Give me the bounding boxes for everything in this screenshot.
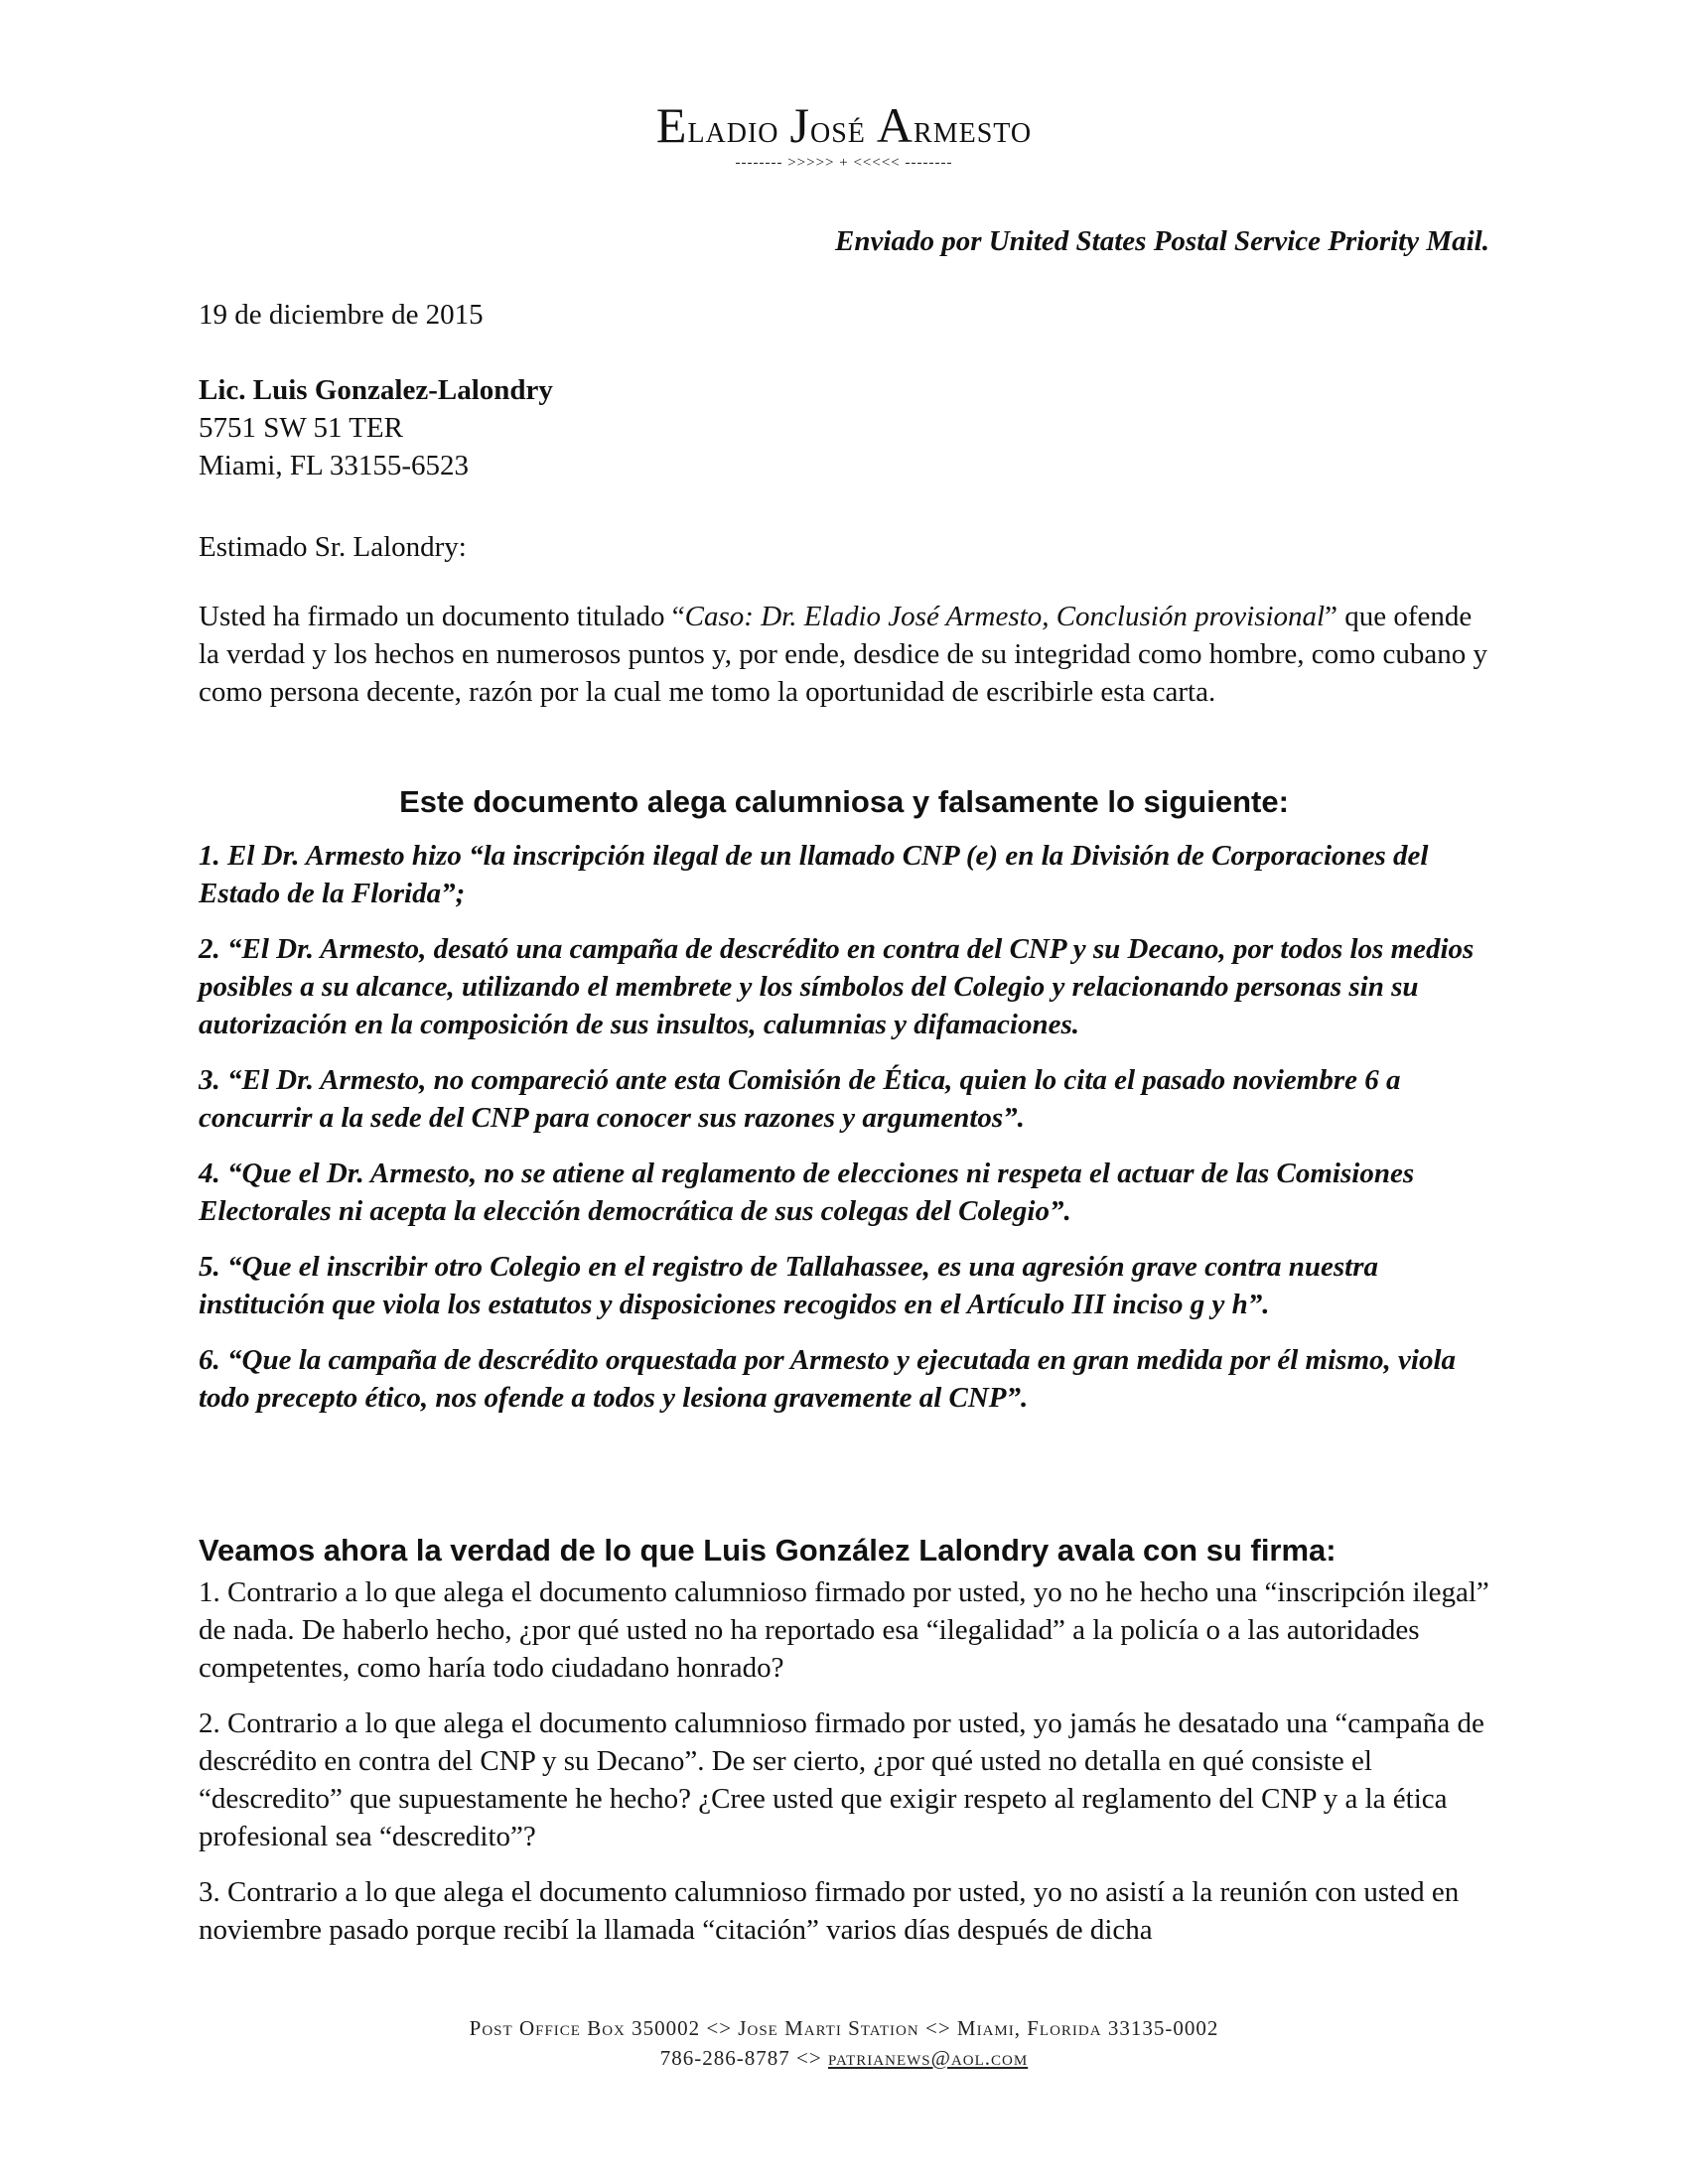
salutation: Estimado Sr. Lalondry: <box>199 531 467 563</box>
allegations-list <box>199 837 1489 1434</box>
letterhead-name: Eladio José Armesto <box>655 97 1033 153</box>
allegation-item: 3. “El Dr. Armesto, no compareció ante esta Comisión de Ética, quien lo cita el pasado noviembre 6 a concurrir a la sede del CNP para conocer sus razones y argumentos”. <box>199 1064 1401 1134</box>
truth-heading: Veamos ahora la verdad de lo que Luis González Lalondry avala con su firma: <box>199 1533 1336 1568</box>
allegation-item: 2. “El Dr. Armesto, desató una campaña de descrédito en contra del CNP y su Decano, por todos los medios posibles a su alcance, utilizando el membrete y los símbolos del Colegio y relacionando personas sin su autorización en la composición de sus insultos, calumnias y difamaciones. <box>199 933 1475 1040</box>
footer-email-link[interactable]: patrianews@aol.com <box>827 2046 1029 2070</box>
recipient-street: 5751 SW 51 TER <box>199 412 403 444</box>
responses-list <box>199 1573 1489 1967</box>
intro-paragraph: Usted ha firmado un documento titulado “Caso: Dr. Eladio José Armesto, Conclusión provisional” que ofende la verdad y los hechos en numerosos puntos y, por ende, desdice de su integridad como hombre, como cubano y como persona decente, razón por la cual me tomo la oportunidad de escribirle esta carta. <box>199 601 1487 708</box>
letter-date: 19 de diciembre de 2015 <box>199 299 484 331</box>
recipient-address <box>199 371 1489 484</box>
sent-via-note: Enviado por United States Postal Service Priority Mail. <box>835 225 1489 257</box>
response-item: 2. Contrario a lo que alega el documento calumnioso firmado por usted, yo jamás he desatado una “campaña de descrédito en contra del CNP y su Decano”. De ser cierto, ¿por qué usted no detalla en qué consiste el “descredito” que supuestamente he hecho? ¿Cree usted que exigir respeto al reglamento del CNP y a la ética profesional sea “descredito”? <box>199 1707 1484 1852</box>
allegation-item: 5. “Que el inscribir otro Colegio en el registro de Tallahassee, es una agresión grave contra nuestra institución que viola los estatutos y disposiciones recogidos en el Artículo III inciso g y h”. <box>199 1251 1378 1320</box>
letter-page <box>199 0 1489 2184</box>
recipient-name: Lic. Luis Gonzalez-Lalondry <box>199 374 553 406</box>
allegation-item: 4. “Que el Dr. Armesto, no se atiene al reglamento de elecciones ni respeta el actuar de las Comisiones Electorales ni acepta la elección democrática de sus colegas del Colegio”. <box>199 1158 1415 1227</box>
letter-footer <box>199 2013 1489 2073</box>
allegations-heading: Este documento alega calumniosa y falsamente lo siguiente: <box>399 784 1289 819</box>
footer-address: Post Office Box 350002 <> Jose Marti Station <> Miami, Florida 33135-0002 <box>469 2016 1219 2040</box>
allegation-item: 1. El Dr. Armesto hizo “la inscripción ilegal de un llamado CNP (e) en la División de Corporaciones del Estado de la Florida”; <box>199 840 1429 909</box>
footer-contact: 786-286-8787 <> patrianews@aol.com <box>659 2046 1029 2070</box>
document-title: Caso: Dr. Eladio José Armesto, Conclusión provisional <box>684 601 1326 632</box>
allegation-item: 6. “Que la campaña de descrédito orquestada por Armesto y ejecutada en gran medida por él mismo, viola todo precepto ético, nos ofende a todos y lesiona gravemente al CNP”. <box>199 1344 1457 1414</box>
recipient-city: Miami, FL 33155-6523 <box>199 450 470 481</box>
letterhead <box>199 97 1489 173</box>
letterhead-ornament: -------- >>>>> + <<<<< -------- <box>735 155 953 171</box>
footer-phone: 786-286-8787 <box>659 2046 790 2070</box>
response-item: 1. Contrario a lo que alega el documento calumnioso firmado por usted, yo no he hecho una “inscripción ilegal” de nada. De haberlo hecho, ¿por qué usted no ha reportado esa “ilegalidad” a la policía o a las autoridades competentes, como haría todo ciudadano honrado? <box>199 1576 1489 1684</box>
response-item: 3. Contrario a lo que alega el documento calumnioso firmado por usted, yo no asistí a la reunión con usted en noviembre pasado porque recibí la llamada “citación” varios días después de dicha <box>199 1876 1460 1946</box>
